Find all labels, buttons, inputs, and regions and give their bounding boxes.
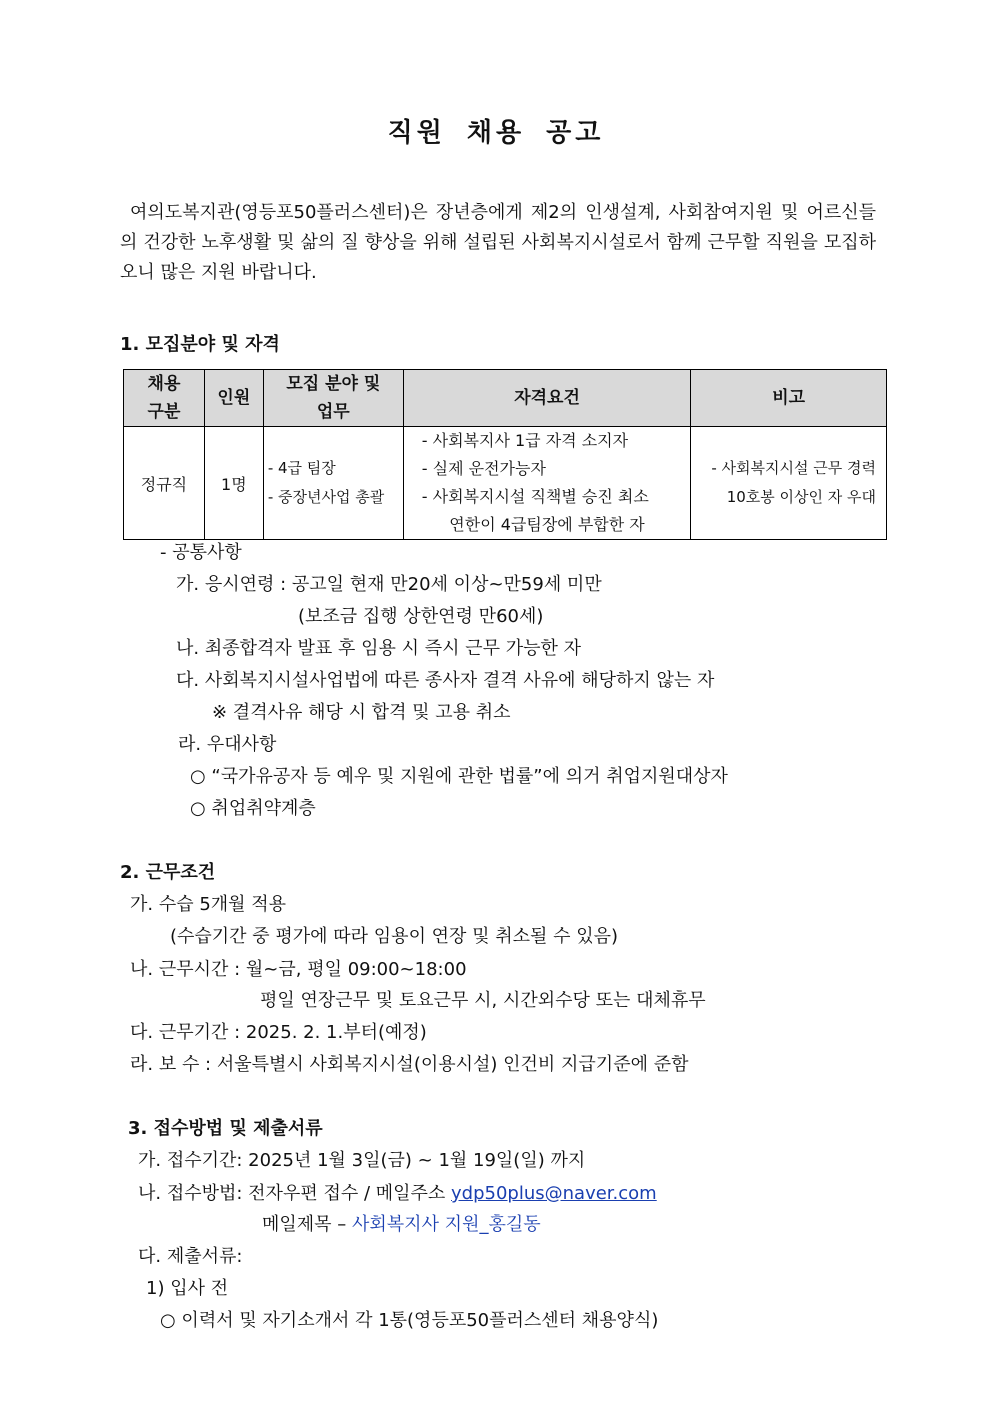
condition-da: 다. 근무기간 : 2025. 2. 1.부터(예정) [130,1022,427,1043]
section1-heading: 1. 모집분야 및 자격 [120,334,280,355]
common-ga-sub: (보조금 집행 상한연령 만60세) [298,606,544,627]
header-field-line1: 모집 분야 및 [286,374,381,394]
note-line-1: - 사회복지시설 근무 경력 [711,459,876,477]
qual-line-1: - 사회복지사 1급 자격 소지자 [421,431,629,450]
common-na: 나. 최종합격자 발표 후 임용 시 즉시 근무 가능한 자 [176,638,581,659]
header-qualification: 자격요건 [403,370,691,427]
common-ga: 가. 응시연령 : 공고일 현재 만20세 이상~만59세 미만 [176,574,602,595]
intro-paragraph [120,198,876,288]
page-title: 직원 채용 공고 [387,118,605,148]
note-line-2: 10호봉 이상인 자 우대 [726,488,876,506]
header-field-line2: 업무 [316,402,350,422]
apply-na-prefix: 나. 접수방법: 전자우편 접수 / 메일주소 [138,1183,446,1204]
mail-subject-label: 메일제목 – [262,1214,347,1235]
field-line-2: - 중장년사업 총괄 [267,488,385,506]
header-type-line1: 채용 [147,374,181,394]
condition-na: 나. 근무시간 : 월~금, 평일 09:00~18:00 [130,959,467,980]
email-link[interactable]: ydp50plus@naver.com [451,1183,657,1204]
table-row [124,427,887,540]
common-ra: 라. 우대사항 [178,734,277,755]
mail-subject-value: 사회복지사 지원_홍길동 [352,1214,541,1235]
header-type-line2: 구분 [147,402,181,422]
apply-na [138,1179,657,1205]
condition-ra: 라. 보 수 : 서울특별시 사회복지시설(이용시설) 인건비 지급기준에 준함 [130,1054,689,1075]
header-note: 비고 [691,370,887,427]
common-da: 다. 사회복지시설사업법에 따른 종사자 결격 사유에 해당하지 않는 자 [176,670,715,691]
preference-item-2: ○ 취업취약계층 [190,798,316,819]
documents-item-1: ○ 이력서 및 자기소개서 각 1통(영등포50플러스센터 채용양식) [160,1310,659,1331]
qual-line-2: - 실제 운전가능자 [421,459,546,478]
common-title: - 공통사항 [160,542,242,563]
condition-ga-sub: (수습기간 중 평가에 따라 임용이 연장 및 취소될 수 있음) [170,926,619,947]
preference-item-1: ○ “국가유공자 등 예우 및 지원에 관한 법률”에 의거 취업지원대상자 [190,766,728,787]
common-da-note: ※ 결격사유 해당 시 합격 및 고용 취소 [212,702,511,723]
condition-na-sub: 평일 연장근무 및 토요근무 시, 시간외수당 또는 대체휴무 [260,990,706,1011]
recruit-table [123,369,887,540]
field-line-1: - 4급 팀장 [267,459,336,477]
intro-text: 여의도복지관(영등포50플러스센터)은 장년층에게 제2의 인생설계, 사회참여지원 및 어르신들의 건강한 노후생활 및 삶의 질 향상을 위해 설립된 사회복지시설로서 함께 근무할 직원을 모집하오니 많은 지원 바랍니다. [120,202,876,283]
cell-type: 정규직 [124,427,205,540]
documents-before-hire: 1) 입사 전 [146,1278,229,1299]
apply-da: 다. 제출서류: [138,1246,243,1267]
header-type [124,370,205,427]
table-header-row [124,370,887,427]
qual-line-4: 연한이 4급팀장에 부합한 자 [449,515,645,534]
qual-line-3: - 사회복지시설 직책별 승진 최소 [421,487,649,506]
cell-note [691,427,887,540]
cell-count: 1명 [204,427,263,540]
section3-heading: 3. 접수방법 및 제출서류 [128,1118,323,1139]
section2-heading: 2. 근무조건 [120,862,216,883]
cell-field [263,427,403,540]
cell-qualification [403,427,691,540]
header-count: 인원 [204,370,263,427]
mail-subject [262,1210,541,1236]
apply-ga: 가. 접수기간: 2025년 1월 3일(금) ~ 1월 19일(일) 까지 [138,1150,586,1171]
condition-ga: 가. 수습 5개월 적용 [130,894,287,915]
header-field [263,370,403,427]
